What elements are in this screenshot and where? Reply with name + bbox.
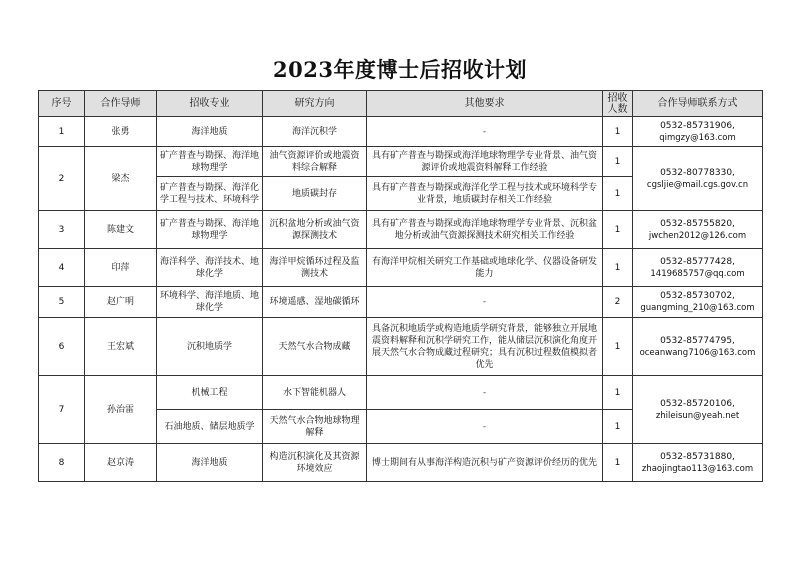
row-index: 7 bbox=[39, 376, 85, 444]
contact-cell bbox=[633, 444, 763, 482]
direction-cell: 天然气水合物成藏 bbox=[263, 318, 367, 376]
major-cell: 海洋地质 bbox=[157, 444, 263, 482]
advisor-name: 陈建文 bbox=[85, 211, 157, 249]
major-cell: 石油地质、储层地质学 bbox=[157, 410, 263, 444]
contact-phone: 0532-80778330, bbox=[660, 167, 735, 178]
contact-cell bbox=[633, 117, 763, 147]
table-row bbox=[39, 147, 763, 177]
direction-cell: 海洋沉积学 bbox=[263, 117, 367, 147]
contact-phone: 0532-85731906, bbox=[660, 120, 735, 131]
header-direction: 研究方向 bbox=[263, 91, 367, 117]
requirements-cell: 具有矿产普查与勘探或海洋地球物理学专业背景、油气资源评价或地震资料解释工作经验 bbox=[367, 147, 603, 177]
contact-phone: 0532-85774795, bbox=[660, 335, 735, 346]
contact-phone: 0532-85777428, bbox=[660, 256, 735, 267]
direction-cell: 水下智能机器人 bbox=[263, 376, 367, 410]
quota-cell: 1 bbox=[603, 318, 633, 376]
contact-phone: 0532-85720106, bbox=[660, 398, 735, 409]
major-cell: 环境科学、海洋地质、地球化学 bbox=[157, 287, 263, 318]
major-cell: 海洋地质 bbox=[157, 117, 263, 147]
header-quota-line2: 人数 bbox=[607, 103, 628, 115]
table-row bbox=[39, 376, 763, 410]
table-row bbox=[39, 117, 763, 147]
requirements-cell: 博士期间有从事海洋构造沉积与矿产资源评价经历的优先 bbox=[367, 444, 603, 482]
header-major: 招收专业 bbox=[157, 91, 263, 117]
quota-cell: 1 bbox=[603, 444, 633, 482]
contact-email[interactable]: cgsljie@mail.cgs.gov.cn bbox=[646, 179, 749, 190]
header-advisor: 合作导师 bbox=[85, 91, 157, 117]
quota-cell: 1 bbox=[603, 117, 633, 147]
contact-phone: 0532-85755820, bbox=[660, 218, 735, 229]
row-index: 6 bbox=[39, 318, 85, 376]
direction-cell: 地质碳封存 bbox=[263, 177, 367, 211]
table-row bbox=[39, 211, 763, 249]
contact-cell bbox=[633, 249, 763, 287]
quota-cell: 1 bbox=[603, 410, 633, 444]
row-index: 3 bbox=[39, 211, 85, 249]
requirements-cell: - bbox=[367, 376, 603, 410]
table-row bbox=[39, 444, 763, 482]
header-contact: 合作导师联系方式 bbox=[633, 91, 763, 117]
quota-cell: 1 bbox=[603, 376, 633, 410]
contact-cell bbox=[633, 211, 763, 249]
requirements-cell: 具备沉积地质学或构造地质学研究背景，能够独立开展地震资料解释和沉积学研究工作，能从储层沉积演化角度开展天然气水合物成藏过程研究；具有沉积过程数值模拟者优先 bbox=[367, 318, 603, 376]
direction-cell: 油气资源评价或地震资料综合解释 bbox=[263, 147, 367, 177]
advisor-name: 赵广明 bbox=[85, 287, 157, 318]
requirements-cell: 具有矿产普查与勘探或海洋地球物理学专业背景、沉积盆地分析或油气资源探测技术研究相关工作经验 bbox=[367, 211, 603, 249]
major-cell: 机械工程 bbox=[157, 376, 263, 410]
advisor-name: 梁杰 bbox=[85, 147, 157, 211]
header-quota-line1: 招收 bbox=[607, 92, 628, 104]
contact-email[interactable]: zhileisun@yeah.net bbox=[655, 410, 740, 421]
recruitment-plan-table bbox=[38, 90, 763, 482]
table-body bbox=[39, 117, 763, 482]
row-index: 4 bbox=[39, 249, 85, 287]
page-title: 2023年度博士后招收计划 bbox=[273, 57, 527, 82]
major-cell: 矿产普查与勘探、海洋化学工程与技术、环境科学 bbox=[157, 177, 263, 211]
quota-cell: 1 bbox=[603, 211, 633, 249]
contact-cell bbox=[633, 318, 763, 376]
direction-cell: 环境遥感、湿地碳循环 bbox=[263, 287, 367, 318]
advisor-name: 赵京涛 bbox=[85, 444, 157, 482]
quota-cell: 1 bbox=[603, 177, 633, 211]
direction-cell: 沉积盆地分析或油气资源探测技术 bbox=[263, 211, 367, 249]
header-row bbox=[39, 91, 763, 117]
contact-cell bbox=[633, 287, 763, 318]
advisor-name: 张勇 bbox=[85, 117, 157, 147]
major-cell: 矿产普查与勘探、海洋地球物理学 bbox=[157, 211, 263, 249]
quota-cell: 2 bbox=[603, 287, 633, 318]
table-row bbox=[39, 287, 763, 318]
contact-email[interactable]: 1419685757@qq.com bbox=[650, 268, 745, 279]
direction-cell: 海洋甲烷循环过程及监测技术 bbox=[263, 249, 367, 287]
requirements-cell: 具有矿产普查与勘探或海洋化学工程与技术或环境科学专业背景，地质碳封存相关工作经验 bbox=[367, 177, 603, 211]
direction-cell: 天然气水合物地球物理解释 bbox=[263, 410, 367, 444]
advisor-name: 印萍 bbox=[85, 249, 157, 287]
major-cell: 矿产普查与勘探、海洋地球物理学 bbox=[157, 147, 263, 177]
row-index: 1 bbox=[39, 117, 85, 147]
row-index: 2 bbox=[39, 147, 85, 211]
contact-phone: 0532-85730702, bbox=[660, 291, 735, 301]
row-index: 5 bbox=[39, 287, 85, 318]
header-quota bbox=[603, 91, 633, 117]
header-requirements: 其他要求 bbox=[367, 91, 603, 117]
contact-phone: 0532-85731880, bbox=[660, 451, 735, 462]
direction-cell: 构造沉积演化及其资源环境效应 bbox=[263, 444, 367, 482]
requirements-cell: 有海洋甲烷相关研究工作基础或地球化学、仪器设备研发能力 bbox=[367, 249, 603, 287]
contact-cell bbox=[633, 147, 763, 211]
contact-email[interactable]: guangming_210@163.com bbox=[640, 303, 755, 313]
contact-email[interactable]: oceanwang7106@163.com bbox=[639, 347, 756, 358]
advisor-name: 王宏斌 bbox=[85, 318, 157, 376]
contact-cell bbox=[633, 376, 763, 444]
requirements-cell: - bbox=[367, 117, 603, 147]
quota-cell: 1 bbox=[603, 147, 633, 177]
contact-email[interactable]: zhaojingtao113@163.com bbox=[641, 463, 754, 474]
contact-email[interactable]: qimgzy@163.com bbox=[659, 132, 736, 143]
row-index: 8 bbox=[39, 444, 85, 482]
requirements-cell: - bbox=[367, 410, 603, 444]
contact-email[interactable]: jwchen2012@126.com bbox=[648, 230, 747, 241]
major-cell: 沉积地质学 bbox=[157, 318, 263, 376]
table-row bbox=[39, 318, 763, 376]
requirements-cell: - bbox=[367, 287, 603, 318]
quota-cell: 1 bbox=[603, 249, 633, 287]
table-row bbox=[39, 249, 763, 287]
major-cell: 海洋科学、海洋技术、地球化学 bbox=[157, 249, 263, 287]
advisor-name: 孙治雷 bbox=[85, 376, 157, 444]
header-index: 序号 bbox=[39, 91, 85, 117]
